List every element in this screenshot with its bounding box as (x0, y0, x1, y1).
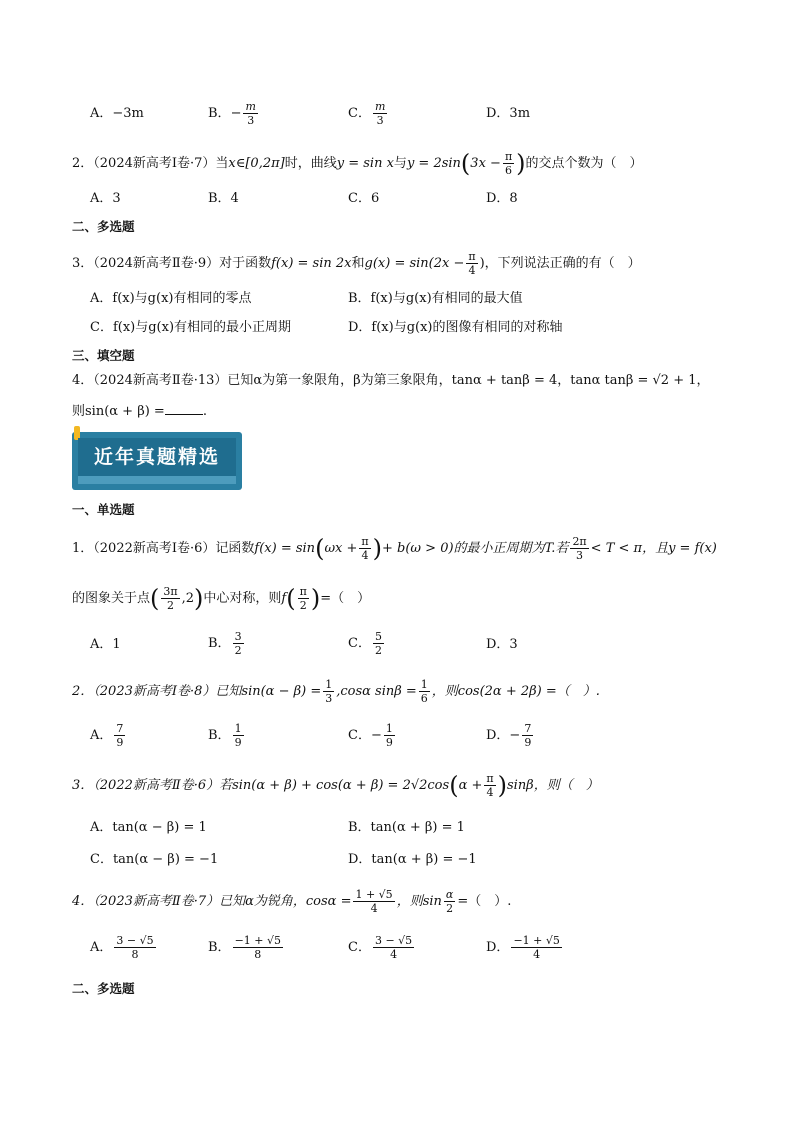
option-d: D． $\frac{-1 + √5}{4}$ (486, 934, 560, 961)
option-a: A． $\frac{3 - √5}{8}$ (90, 934, 154, 961)
answer-blank[interactable] (165, 402, 203, 415)
section-heading: 三、填空题 (72, 348, 135, 363)
banner-title: 近年真题精选 (78, 438, 236, 476)
option-a: A．tan(α − β) = 1 (90, 820, 207, 835)
option-c: C． $\frac{m}{3}$ (348, 100, 386, 127)
question-4: 4．（2024新高考Ⅱ卷·13）已知α为第一象限角，β为第三象限角，tanα + tanβ = 4，tanα tanβ = √2 + 1， (72, 373, 710, 388)
option-b: B．4 (208, 191, 239, 206)
option-d: D．tan(α + β) = −1 (348, 852, 477, 867)
option-d: D．3m (486, 106, 531, 121)
option-b: B．f(x)与g(x)有相同的最大值 (348, 291, 523, 306)
option-b: B． $\frac{-1 + √5}{8}$ (208, 934, 281, 961)
question-3: 3．（2024新高考Ⅱ卷·9）对于函数f(x) = sin 2x和g(x) = sin(2x − $\frac{\pi}{4}$ )，下列说法正确的有（ ） (72, 250, 641, 277)
option-c: C． $\frac{3 - √5}{4}$ (348, 934, 413, 961)
option-d: D．3 (486, 637, 518, 652)
option-c: C．f(x)与g(x)有相同的最小正周期 (90, 320, 292, 335)
option-b: B．− $\frac{m}{3}$ (208, 100, 256, 127)
option-d: D．f(x)与g(x)的图像有相同的对称轴 (348, 320, 563, 335)
section-banner (72, 432, 242, 490)
question-1: 1．（2022新高考Ⅰ卷·6）记函数f(x) = sin(ωx + $\frac{\pi}{4}$ )+ b(ω > 0)的最小正周期为T.若 $\frac{2\pi}{3}$ < T < π，且y = f(x) (72, 534, 717, 563)
option-b: B． $\frac{3}{2}$ (208, 630, 242, 657)
section-heading: 二、多选题 (72, 219, 135, 234)
option-b: B．tan(α + β) = 1 (348, 820, 465, 835)
section-heading: 一、单选题 (72, 502, 135, 517)
option-a: A．3 (90, 191, 121, 206)
option-c: C．6 (348, 191, 380, 206)
option-d: D．− $\frac{7}{9}$ (486, 722, 532, 749)
section-heading: 二、多选题 (72, 981, 135, 996)
question-3: 3．（2022新高考Ⅱ卷·6）若sin(α + β) + cos(α + β) = 2√2cos(α + $\frac{\pi}{4}$ )sinβ，则（ ） (72, 771, 599, 800)
option-a: A． $\frac{7}{9}$ (90, 722, 124, 749)
option-a: A．f(x)与g(x)有相同的零点 (90, 291, 252, 306)
banner-underline (78, 476, 236, 484)
option-c: C．− $\frac{1}{9}$ (348, 722, 393, 749)
option-c: C．tan(α − β) = −1 (90, 852, 219, 867)
option-a: A．−3m (90, 106, 144, 121)
question-2: 2．（2023新高考Ⅰ卷·8）已知sin(α − β) = $\frac{1}{3}$ ,cosα sinβ = $\frac{1}{6}$ ，则cos(2α + 2β) =（ ）. (72, 678, 600, 705)
question-2: 2．（2024新高考Ⅰ卷·7）当x∈[0,2π]时，曲线y = sin x与y = 2sin(3x − $\frac{\pi}{6}$ )的交点个数为（ ） (72, 149, 643, 178)
option-d: D．8 (486, 191, 518, 206)
option-c: C． $\frac{5}{2}$ (348, 630, 382, 657)
option-a: A．1 (90, 637, 121, 652)
question-4-line2: 则sin(α + β) = . (72, 404, 207, 419)
question-4: 4．（2023新高考Ⅱ卷·7）已知α为锐角，cosα = $\frac{1 + √5}{4}$ ，则sin $\frac{\alpha}{2}$ =（ ）. (72, 888, 512, 915)
question-1-line2: 的图象关于点( $\frac{3\pi}{2}$ ,2)中心对称，则f( $\frac{\pi}{2}$ )=（ ） (72, 584, 371, 613)
option-b: B． $\frac{1}{9}$ (208, 722, 242, 749)
